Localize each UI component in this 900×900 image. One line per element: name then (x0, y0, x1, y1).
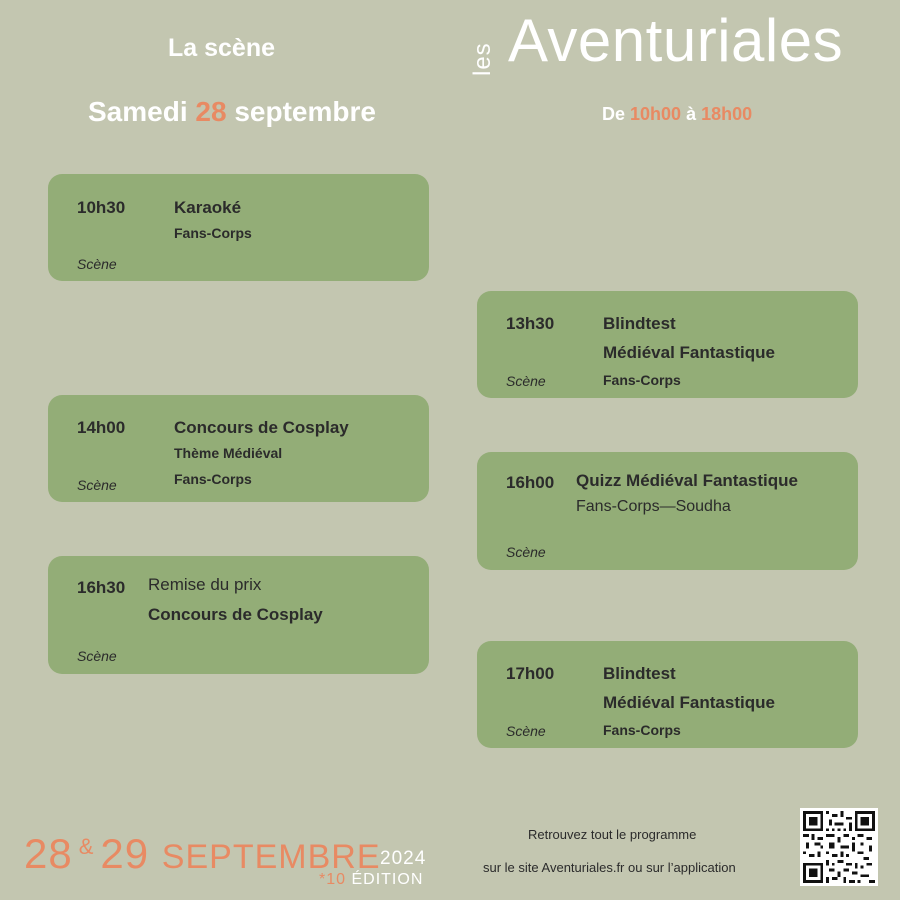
footer-edition-label: ÉDITION (346, 871, 424, 888)
event-title: Quizz Médiéval Fantastique (576, 471, 798, 490)
event-organizer: Fans-Corps (603, 722, 681, 738)
event-location: Scène (506, 723, 546, 739)
event-subtitle: Médiéval Fantastique (603, 693, 775, 712)
date-title (88, 96, 376, 128)
footer-edition-number: *10 (319, 871, 347, 888)
footer-amp: & (78, 834, 95, 859)
event-location: Scène (506, 544, 546, 560)
date-suffix: septembre (226, 96, 376, 127)
event-card-left-2 (48, 395, 429, 502)
event-time: 10h30 (77, 198, 126, 217)
footer-month: SEPTEMBRE (161, 838, 381, 876)
event-title: Concours de Cosplay (174, 418, 349, 437)
event-organizer: Fans-Corps (174, 471, 252, 487)
qr-code-icon[interactable] (800, 808, 878, 886)
event-title: Blindtest (603, 664, 676, 683)
hours-mid: à (681, 104, 702, 124)
hours-prefix: De (602, 104, 631, 124)
footer-note-line1: Retrouvez tout le programme (528, 827, 697, 842)
event-theme: Thème Médiéval (174, 445, 283, 461)
footer-day1: 28 (24, 830, 73, 877)
date-prefix: Samedi (88, 96, 196, 127)
event-time: 17h00 (506, 664, 555, 683)
logo-les: les (469, 42, 496, 76)
event-organizer: Fans-Corps (603, 372, 681, 388)
event-card-left-3 (48, 556, 429, 674)
event-subtitle: Médiéval Fantastique (603, 343, 775, 362)
hours-start: 10h00 (630, 104, 682, 124)
event-card-right-2 (477, 452, 858, 570)
date-day: 28 (195, 96, 227, 127)
event-title: Blindtest (603, 314, 676, 333)
event-time: 13h30 (506, 314, 555, 333)
opening-hours (602, 104, 752, 125)
event-location: Scène (506, 373, 546, 389)
event-time: 16h30 (77, 578, 126, 597)
stage-title: La scène (168, 34, 276, 62)
footer-year: 2024 (380, 848, 427, 869)
footer-note-line2: sur le site Aventuriales.fr ou sur l’application (483, 860, 736, 875)
logo-name: Aventuriales (508, 7, 844, 74)
footer-edition (319, 871, 423, 889)
event-card-right-1 (477, 291, 858, 398)
event-card-left-1 (48, 174, 429, 281)
hours-end: 18h00 (701, 104, 753, 124)
event-organizer: Fans-Corps (174, 225, 252, 241)
event-card-right-3 (477, 641, 858, 748)
footer-day2: 29 (100, 830, 150, 877)
event-title: Remise du prix (148, 575, 262, 594)
event-location: Scène (77, 648, 117, 664)
logo (469, 7, 892, 76)
event-time: 16h00 (506, 473, 555, 492)
qr-code-graphic (803, 811, 875, 883)
event-title: Karaoké (174, 198, 242, 217)
event-location: Scène (77, 477, 117, 493)
event-time: 14h00 (77, 418, 126, 437)
event-location: Scène (77, 256, 117, 272)
event-subtitle: Concours de Cosplay (148, 605, 323, 624)
event-organizer: Fans-Corps—Soudha (576, 498, 731, 515)
